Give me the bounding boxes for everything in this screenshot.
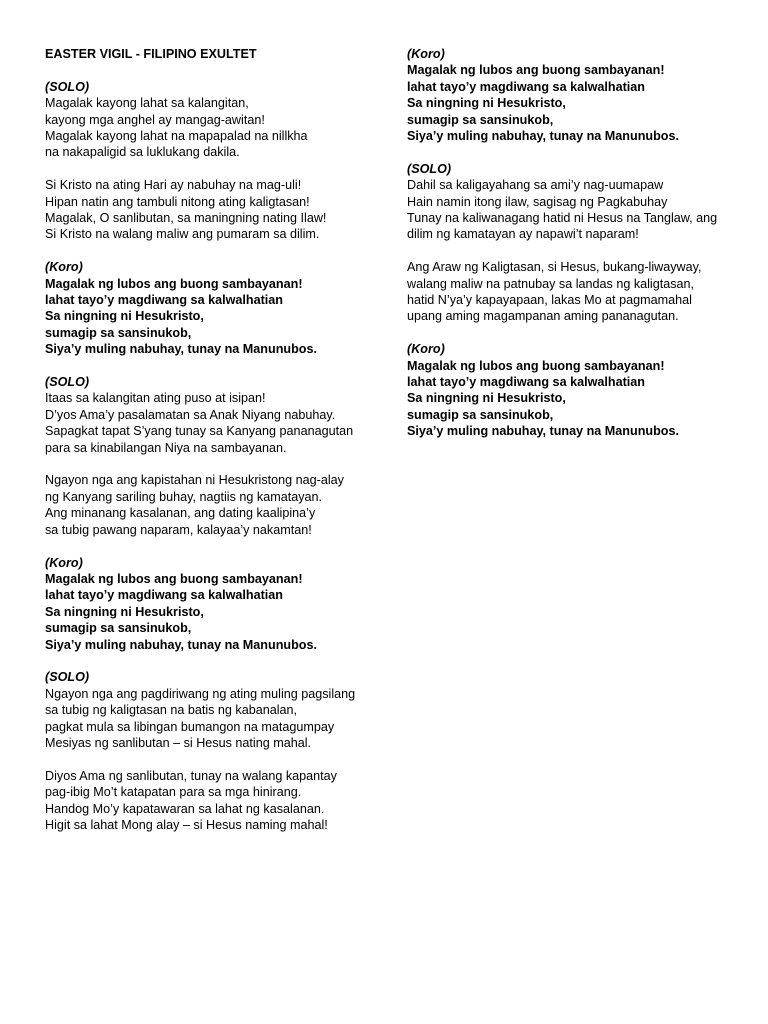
verse-block [45,768,363,834]
lyric-line: upang aming magampanan aming pananagutan. [407,309,679,324]
section-label: (SOLO) [45,79,90,94]
lyric-line: Sapagkat tapat S’yang tunay sa Kanyang pananagutan [45,424,354,439]
lyric-line: Ngayon nga ang pagdiriwang ng ating muling pagsilang [45,686,356,701]
lyric-line: para sa kinabilangan Niya na sambayanan. [45,440,287,455]
lyric-line: Ang minanang kasalanan, ang dating kaalipina’y [45,506,316,521]
right-column [407,46,729,456]
lyric-line: pag-ibig Mo’t katapatan para sa mga hinirang. [45,785,302,800]
solo-block [45,374,363,456]
section-label: (SOLO) [45,670,90,685]
lyric-line: D’yos Ama’y pasalamatan sa Anak Niyang nabuhay. [45,407,336,422]
lyric-line: lahat tayo’y magdiwang sa kalwalhatian [45,293,283,308]
lyric-line: Sa ningning ni Hesukristo, [45,604,204,619]
lyric-line: sumagip sa sansinukob, [407,407,554,422]
lyric-line: Handog Mo’y kapatawaran sa lahat ng kasalanan. [45,801,325,816]
lyric-line: Itaas sa kalangitan ating puso at isipan! [45,391,266,406]
lyric-line: Magalak, O sanlibutan, sa maningning nating Ilaw! [45,211,327,226]
lyric-line: Hain namin itong ilaw, sagisag ng Pagkabuhay [407,194,668,209]
section-label: (Koro) [45,260,83,275]
section-label: (Koro) [45,555,83,570]
lyric-line: hatid N’ya’y kapayapaan, lakas Mo at pagmamahal [407,293,692,308]
lyric-line: Siya’y muling nabuhay, tunay na Manunubos. [45,342,317,357]
chorus-block [407,341,729,439]
lyric-line: Sa ningning ni Hesukristo, [45,309,204,324]
lyric-line: sa tubig ng kaligtasan na batis ng kabanalan, [45,703,298,718]
section-label: (SOLO) [45,375,90,390]
solo-block [45,79,363,161]
lyric-line: Magalak ng lubos ang buong sambayanan! [407,63,665,78]
verse-block [45,177,363,243]
lyric-line: lahat tayo’y magdiwang sa kalwalhatian [45,588,283,603]
chorus-block [45,555,363,653]
lyric-line: Dahil sa kaligayahang sa ami’y nag-uumapaw [407,178,664,193]
chorus-block [407,46,729,144]
lyric-line: sumagip sa sansinukob, [407,112,554,127]
lyric-line: ng Kanyang sariling buhay, nagtiis ng kamatayan. [45,489,323,504]
solo-block [407,161,729,243]
lyric-line: Siya’y muling nabuhay, tunay na Manunubos. [45,637,317,652]
lyric-line: Ngayon nga ang kapistahan ni Hesukristong nag-alay [45,473,344,488]
lyric-line: Magalak kayong lahat na mapapalad na nillkha [45,129,308,144]
lyric-line: na nakapaligid sa luklukang dakila. [45,145,240,160]
lyric-line: lahat tayo’y magdiwang sa kalwalhatian [407,375,645,390]
verse-block [45,472,363,538]
lyric-line: Diyos Ama ng sanlibutan, tunay na walang kapantay [45,768,337,783]
lyric-line: lahat tayo’y magdiwang sa kalwalhatian [407,79,645,94]
lyric-line: Siya’y muling nabuhay, tunay na Manunubos. [407,424,679,439]
lyric-line: Higit sa lahat Mong alay – si Hesus naming mahal! [45,817,328,832]
lyric-line: Magalak ng lubos ang buong sambayanan! [45,571,303,586]
document-title: EASTER VIGIL - FILIPINO EXULTET [45,47,257,61]
lyric-line: sa tubig pawang naparam, kalayaa’y nakamtan! [45,522,312,537]
section-label: (Koro) [407,47,445,61]
lyric-line: Sa ningning ni Hesukristo, [407,391,566,406]
lyric-line: Mesiyas ng sanlibutan – si Hesus nating mahal. [45,735,312,750]
section-label: (Koro) [407,342,445,357]
left-column [45,46,363,850]
lyric-line: sumagip sa sansinukob, [45,325,192,340]
lyric-line: Si Kristo na walang maliw ang pumaram sa dilim. [45,227,320,242]
lyric-line: Magalak ng lubos ang buong sambayanan! [407,358,665,373]
lyric-line: Tunay na kaliwanagang hatid ni Hesus na Tanglaw, ang dilim ng kamatayan ay napawi’t naparam! [407,211,718,242]
chorus-block [45,259,363,357]
section-label: (SOLO) [407,161,452,176]
lyric-line: sumagip sa sansinukob, [45,621,192,636]
lyric-line: Magalak ng lubos ang buong sambayanan! [45,276,303,291]
lyric-line: walang maliw na patnubay sa landas ng kaligtasan, [407,276,695,291]
lyric-line: Sa ningning ni Hesukristo, [407,96,566,111]
lyric-line: Ang Araw ng Kaligtasan, si Hesus, bukang-liwayway, [407,260,702,275]
lyric-line: kayong mga anghel ay mangag-awitan! [45,112,265,127]
lyric-line: pagkat mula sa libingan bumangon na matagumpay [45,719,335,734]
lyric-line: Magalak kayong lahat sa kalangitan, [45,96,249,111]
solo-block [45,669,363,751]
verse-block [407,259,729,325]
lyric-line: Hipan natin ang tambuli nitong ating kaligtasan! [45,194,310,209]
lyric-line: Siya’y muling nabuhay, tunay na Manunubos. [407,129,679,144]
lyric-line: Si Kristo na ating Hari ay nabuhay na mag-uli! [45,178,302,193]
